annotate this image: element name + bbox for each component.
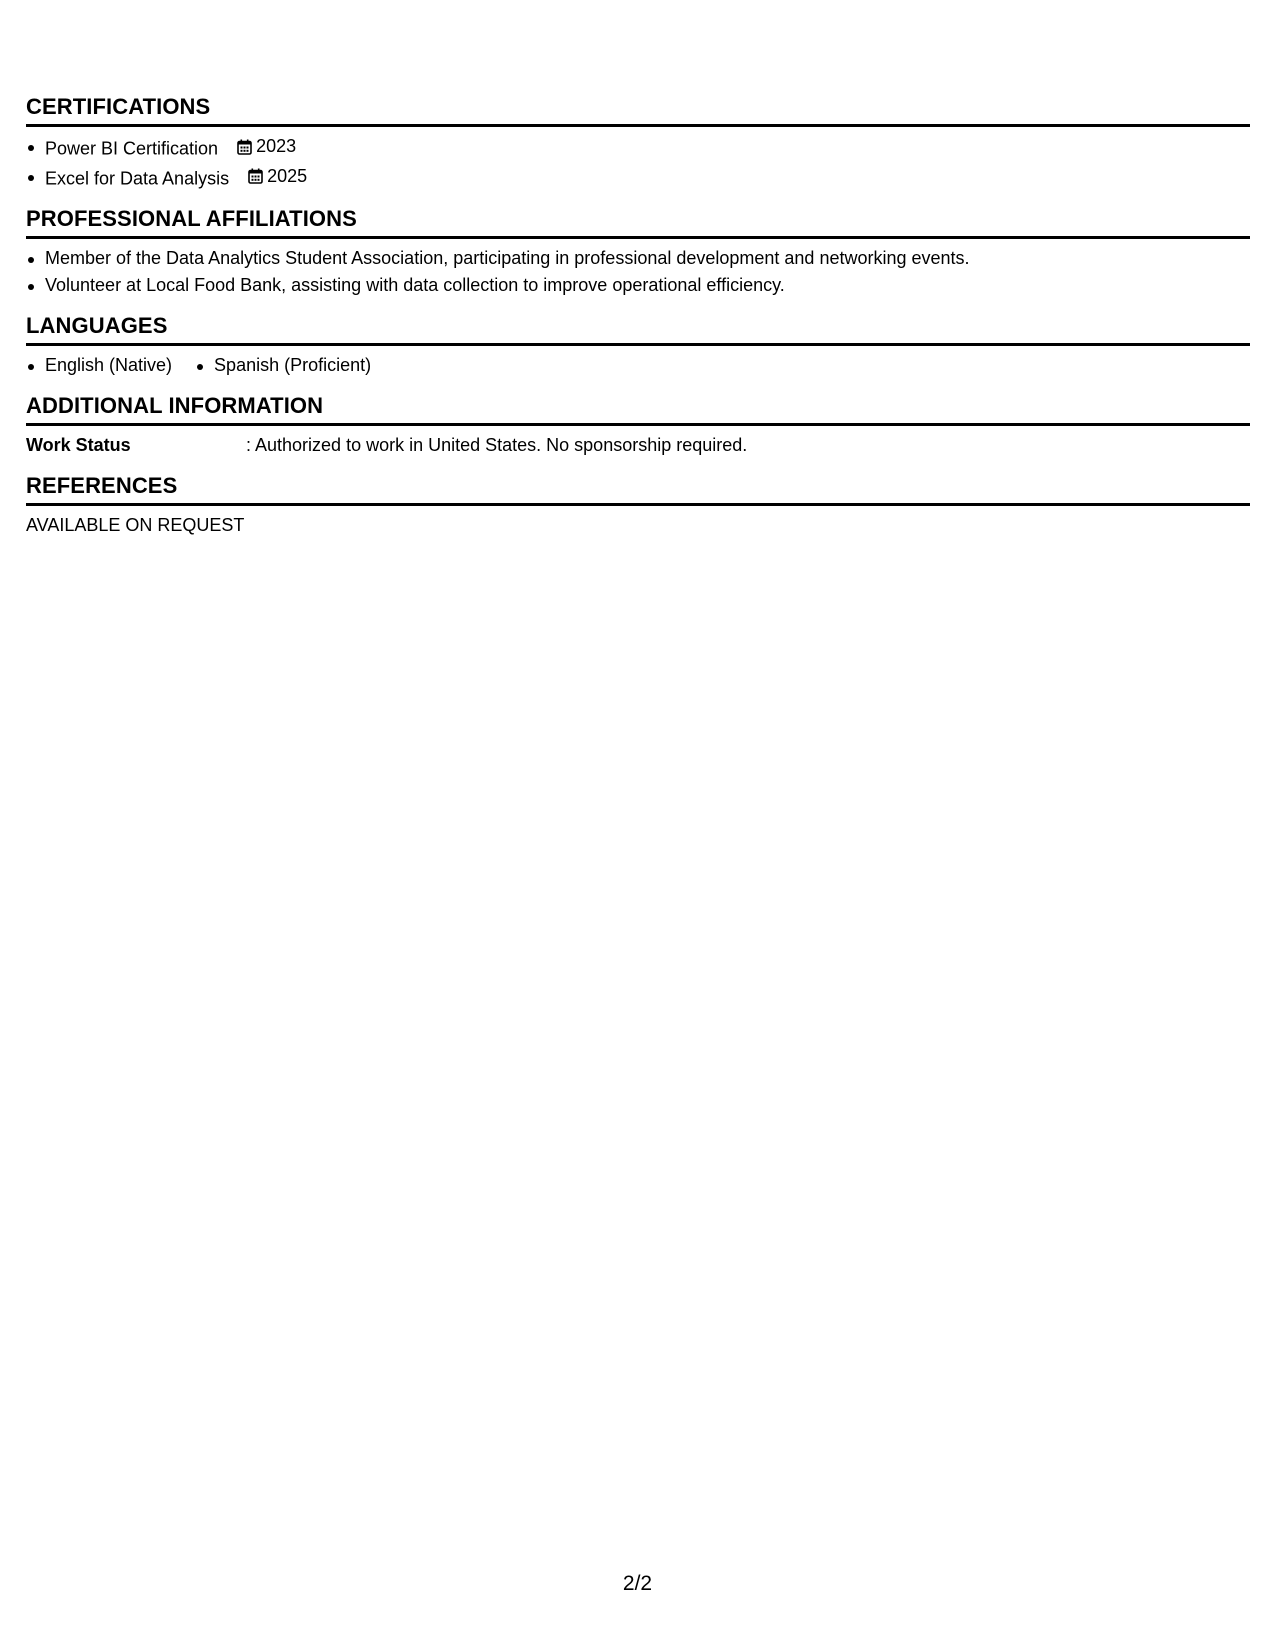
- section-title: CERTIFICATIONS: [26, 94, 1250, 127]
- affiliations-list: [26, 245, 1250, 299]
- certification-name: Power BI Certification: [45, 138, 219, 159]
- certification-name: Excel for Data Analysis: [45, 168, 230, 188]
- list-item: Spanish (Proficient): [195, 352, 371, 379]
- list-item: [26, 163, 1250, 193]
- list-item: Member of the Data Analytics Student Association, participating in professional development and networking events.: [26, 245, 1250, 272]
- section-title: LANGUAGES: [26, 313, 1250, 346]
- list-item: English (Native): [26, 352, 172, 379]
- certification-date: [237, 133, 296, 160]
- page-number: 2/2: [622, 1572, 653, 1595]
- info-value: : Authorized to work in United States. No sponsorship required.: [246, 435, 748, 455]
- list-item: [26, 133, 1250, 163]
- certifications-section: [26, 94, 1250, 192]
- affiliations-section: [26, 206, 1250, 299]
- info-label: Work Status: [26, 435, 131, 455]
- list-item: Volunteer at Local Food Bank, assisting with data collection to improve operational efficiency.: [26, 272, 1250, 299]
- info-row: [26, 432, 1250, 459]
- calendar-icon: [237, 139, 252, 155]
- certifications-list: [26, 133, 1250, 192]
- languages-section: [26, 313, 1250, 379]
- references-section: [26, 473, 1250, 539]
- section-title: PROFESSIONAL AFFILIATIONS: [26, 206, 1250, 239]
- additional-info-section: [26, 393, 1250, 459]
- certification-year: 2023: [256, 136, 297, 156]
- certification-year: 2025: [267, 165, 308, 186]
- languages-list: [26, 352, 1250, 379]
- resume-page: [26, 94, 1250, 553]
- certification-date: [248, 163, 307, 190]
- section-title: ADDITIONAL INFORMATION: [26, 393, 1250, 426]
- section-title: REFERENCES: [26, 473, 1250, 506]
- calendar-icon: [248, 168, 263, 184]
- references-text: AVAILABLE ON REQUEST: [26, 515, 245, 535]
